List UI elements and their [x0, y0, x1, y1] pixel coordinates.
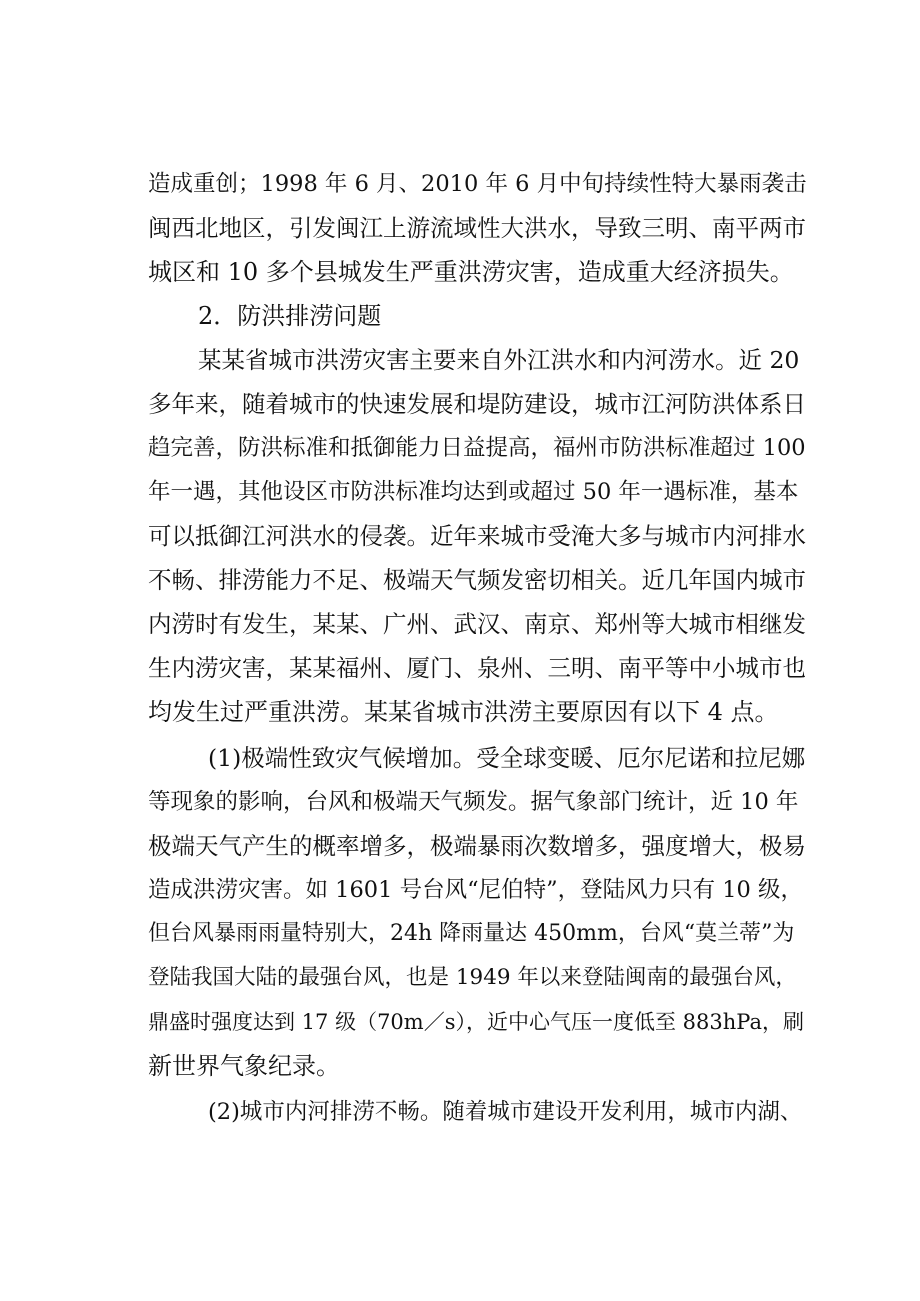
- paragraph-line: 内涝时有发生，某某、广州、武汉、南京、郑州等大城市相继发: [148, 610, 806, 638]
- paragraph-line: 新世界气象纪录。: [148, 1052, 340, 1080]
- paragraph-line: (2)城市内河排涝不畅。随着城市建设开发利用，城市内湖、: [208, 1099, 803, 1125]
- paragraph-line: 闽西北地区，引发闽江上游流域性大洪水，导致三明、南平两市: [148, 214, 806, 242]
- paragraph-line: 鼎盛时强度达到 17 级（70m／s），近中心气压一度低至 883hPa，刷: [148, 1010, 804, 1034]
- paragraph-line: 等现象的影响，台风和极端天气频发。据气象部门统计，近 10 年: [148, 789, 799, 815]
- paragraph-line: 登陆我国大陆的最强台风，也是 1949 年以来登陆闽南的最强台风，: [148, 965, 797, 990]
- paragraph-line: 城区和 10 多个县城发生严重洪涝灾害，造成重大经济损失。: [148, 258, 794, 286]
- paragraph-line: 可以抵御江河洪水的侵袭。近年来城市受淹大多与城市内河排水: [148, 522, 806, 550]
- paragraph-line: 但台风暴雨雨量特别大，24h 降雨量达 450mm，台风“莫兰蒂”为: [148, 921, 795, 946]
- paragraph-line: 极端天气产生的概率增多，极端暴雨次数增多，强度增大，极易: [148, 832, 806, 860]
- paragraph-line: (1)极端性致灾气候增加。受全球变暖、厄尔尼诺和拉尼娜: [208, 744, 806, 772]
- paragraph-line: 某某省城市洪涝灾害主要来自外江洪水和内河涝水。近 20: [198, 346, 800, 374]
- paragraph-line: 趋完善，防洪标准和抵御能力日益提高，福州市防洪标准超过 100: [148, 435, 806, 461]
- paragraph-line: 造成重创；1998 年 6 月、2010 年 6 月中旬持续性特大暴雨袭击: [148, 171, 807, 197]
- paragraph-line: 造成洪涝灾害。如 1601 号台风“尼伯特”，登陆风力只有 10 级，: [148, 877, 804, 903]
- paragraph-line: 多年来，随着城市的快速发展和堤防建设，城市江河防洪体系日: [148, 390, 806, 418]
- paragraph-line: 均发生过严重洪涝。某某省城市洪涝主要原因有以下 4 点。: [148, 698, 779, 726]
- section-heading: 2．防洪排涝问题: [198, 302, 382, 330]
- paragraph-line: 生内涝灾害，某某福州、厦门、泉州、三明、南平等中小城市也: [148, 654, 806, 682]
- paragraph-line: 年一遇，其他设区市防洪标准均达到或超过 50 年一遇标准，基本: [148, 479, 799, 505]
- paragraph-line: 不畅、排涝能力不足、极端天气频发密切相关。近几年国内城市: [148, 566, 806, 594]
